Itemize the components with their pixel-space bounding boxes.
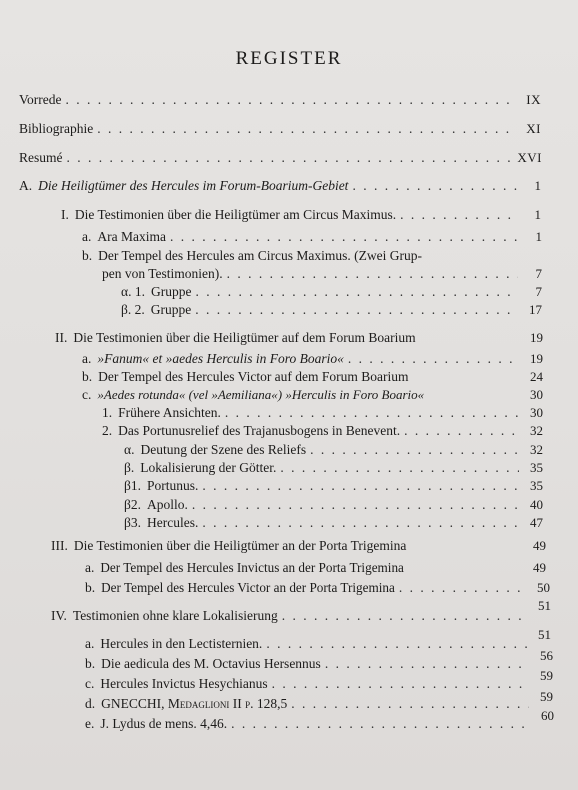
entry-number: a. (85, 636, 95, 651)
entry-label: Resumé (19, 150, 63, 165)
entry-label: Deutung der Szene des Reliefs (140, 442, 307, 457)
dot-leader (280, 460, 519, 476)
entry-label: Die aedicula des M. Octavius Hersennus (101, 656, 321, 671)
toc-entry-ii-b[interactable] (82, 369, 543, 387)
page-number: 19 (530, 330, 543, 345)
dot-leader (399, 580, 526, 596)
entry-label: »Aedes rotunda« (vel »Aemiliana«) »Herculis in Foro Boario« (97, 387, 425, 402)
toc-entry-ii-c-2-beta[interactable] (124, 460, 543, 478)
entry-label: Vorrede (19, 92, 62, 107)
dot-leader (325, 656, 529, 672)
entry-label: Bibliographie (19, 121, 94, 136)
page-number: 30 (530, 387, 543, 402)
entry-label: Hercules Invictus Hesychianus (100, 676, 268, 691)
dot-leader (225, 405, 519, 421)
dot-leader (404, 423, 519, 439)
entry-number: 1. (102, 405, 113, 420)
toc-entry-iii-b[interactable] (85, 580, 550, 598)
entry-number: A. (19, 178, 33, 193)
entry-label: J. Lydus de mens. 4,46. (100, 716, 228, 731)
dot-leader (272, 676, 529, 692)
entry-label: Das Portunusrelief des Trajanusbogens in Benevent. (118, 423, 401, 438)
dot-leader (202, 515, 519, 531)
entry-number: a. (82, 229, 92, 244)
page-number: 50 (537, 580, 550, 595)
entry-label: Ara Maxima (97, 229, 166, 244)
entry-label: Die Testimonien über die Heiligtümer auf dem Forum Boarium (73, 330, 416, 345)
page-number: 60 (541, 708, 554, 723)
toc-chapter-iv[interactable] (51, 598, 551, 626)
toc-entry-iii-a[interactable] (85, 560, 546, 578)
toc-entry-iv-e[interactable] (85, 708, 554, 734)
entry-number: I. (61, 207, 69, 222)
toc-entry-ii-c-2-alpha[interactable] (124, 442, 543, 460)
entry-label: Portunus. (147, 478, 199, 493)
page-number: 32 (530, 423, 543, 438)
dot-leader (266, 636, 527, 652)
dot-leader (170, 229, 518, 245)
page-number: 56 (540, 648, 553, 663)
entry-label: Die Testimonien über die Heiligtümer an der Porta Trigemina (73, 538, 407, 553)
page-number: 51 (538, 598, 551, 613)
dot-leader (195, 302, 518, 318)
entry-number: c. (82, 387, 92, 402)
entry-label: Hercules in den Lectisternien. (100, 636, 263, 651)
toc-entry-resume[interactable] (19, 150, 542, 168)
entry-number: β. 2. (121, 302, 145, 317)
entry-label: Die Testimonien über die Heiligtümer am Circus Maximus. (74, 207, 397, 222)
entry-label: Der Tempel des Hercules Victor an der Porta Trigemina (101, 580, 395, 595)
page-number: 17 (529, 302, 542, 317)
page-number: 59 (540, 689, 553, 704)
toc-entry-ii-c-2-beta3[interactable] (124, 515, 543, 533)
entry-label: Der Tempel des Hercules Victor auf dem Forum Boarium (98, 369, 409, 384)
entry-number: 2. (102, 423, 113, 438)
entry-label: Frühere Ansichten. (118, 405, 221, 420)
toc-entry-ii-c-1[interactable] (102, 405, 543, 423)
entry-number: a. (85, 560, 95, 575)
page-number: 30 (530, 405, 543, 420)
toc-entry-iv-a[interactable] (85, 627, 551, 654)
entry-label: Der Tempel des Hercules am Circus Maximus. (Zwei Grup- (98, 248, 422, 263)
entry-number: β. (124, 460, 135, 475)
page-number: 32 (530, 442, 543, 457)
toc-chapter-iii[interactable] (51, 538, 546, 556)
toc-entry-bibliographie[interactable] (19, 121, 541, 139)
page-number: 59 (540, 668, 553, 683)
dot-leader (195, 284, 518, 300)
entry-label-continued: pen von Testimonien). (102, 266, 223, 281)
entry-number: β1. (124, 478, 141, 493)
entry-label: »Fanum« et »aedes Herculis in Foro Boario« (97, 351, 344, 366)
toc-entry-iv-b[interactable] (85, 648, 553, 674)
toc-entry-ii-a[interactable] (82, 351, 543, 369)
entry-label: Die Heiligtümer des Hercules im Forum-Boarium-Gebiet (38, 178, 349, 193)
page-number: 24 (530, 369, 543, 384)
entry-label: Testimonien ohne klare Lokalisierung (72, 608, 278, 623)
toc-entry-iv-d[interactable] (85, 689, 553, 714)
dot-leader (282, 608, 527, 624)
entry-number: b. (85, 580, 96, 595)
entry-number: α. (124, 442, 135, 457)
page-number: 1 (534, 207, 541, 222)
page-number: IX (526, 92, 541, 107)
page-number: XVI (517, 150, 542, 165)
page-number: 7 (535, 266, 542, 281)
entry-label: Gruppe (150, 302, 192, 317)
dot-leader (192, 497, 519, 513)
page-number: 35 (530, 478, 543, 493)
toc-chapter-i[interactable] (61, 207, 541, 225)
page-number: 40 (530, 497, 543, 512)
page-number: 19 (530, 351, 543, 366)
entry-label: Der Tempel des Hercules Invictus an der Porta Trigemina (100, 560, 404, 575)
entry-number: e. (85, 716, 95, 731)
dot-leader (97, 121, 517, 137)
entry-number: III. (51, 538, 68, 553)
toc-entry-i-b-line1[interactable] (82, 248, 522, 266)
entry-number: b. (82, 369, 93, 384)
entry-number: β3. (124, 515, 141, 530)
entry-label: GNECCHI, Medaglioni II p. 128,5 (101, 696, 288, 711)
page-number: 49 (533, 538, 546, 553)
toc-entry-i-b-alpha[interactable] (121, 284, 542, 302)
toc-entry-iv-c[interactable] (85, 668, 553, 694)
entry-number: b. (82, 248, 93, 263)
dot-leader (400, 207, 517, 223)
entry-number: β2. (124, 497, 141, 512)
dot-leader (231, 716, 530, 732)
dot-leader (202, 478, 519, 494)
page-number: XI (526, 121, 541, 136)
entry-label: Gruppe (150, 284, 192, 299)
entry-number: IV. (51, 608, 67, 623)
page-number: 35 (530, 460, 543, 475)
entry-number: a. (82, 351, 92, 366)
toc-entry-ii-c-2[interactable] (102, 423, 543, 441)
entry-number: d. (85, 696, 96, 711)
page-number: 51 (538, 627, 551, 642)
toc-entry-vorrede[interactable] (19, 92, 541, 110)
dot-leader (291, 696, 529, 712)
page-number: 49 (533, 560, 546, 575)
entry-number: α. 1. (121, 284, 145, 299)
entry-label: Lokalisierung der Götter. (140, 460, 277, 475)
page-number: 1 (535, 229, 542, 244)
toc-section-a[interactable] (19, 178, 541, 196)
toc-entry-i-b-line2[interactable] (102, 266, 542, 284)
toc-entry-i-a[interactable] (82, 229, 542, 247)
dot-leader (348, 351, 519, 367)
toc-entry-ii-c-2-beta2[interactable] (124, 497, 543, 515)
entry-number: b. (85, 656, 96, 671)
entry-label: Hercules. (147, 515, 199, 530)
toc-entry-ii-c[interactable] (82, 387, 543, 405)
page-title: REGISTER (235, 48, 343, 69)
page-number: 47 (530, 515, 543, 530)
dot-leader (310, 442, 519, 458)
entry-number: II. (55, 330, 68, 345)
page-number: 1 (534, 178, 541, 193)
dot-leader (67, 150, 514, 166)
entry-number: c. (85, 676, 95, 691)
dot-leader (352, 178, 517, 194)
toc-chapter-ii[interactable] (55, 330, 543, 348)
entry-label: Apollo. (147, 497, 188, 512)
toc-entry-ii-c-2-beta1[interactable] (124, 478, 543, 496)
dot-leader (65, 92, 517, 108)
toc-entry-i-b-beta[interactable] (121, 302, 542, 320)
page-number: 7 (535, 284, 542, 299)
dot-leader (227, 266, 518, 282)
